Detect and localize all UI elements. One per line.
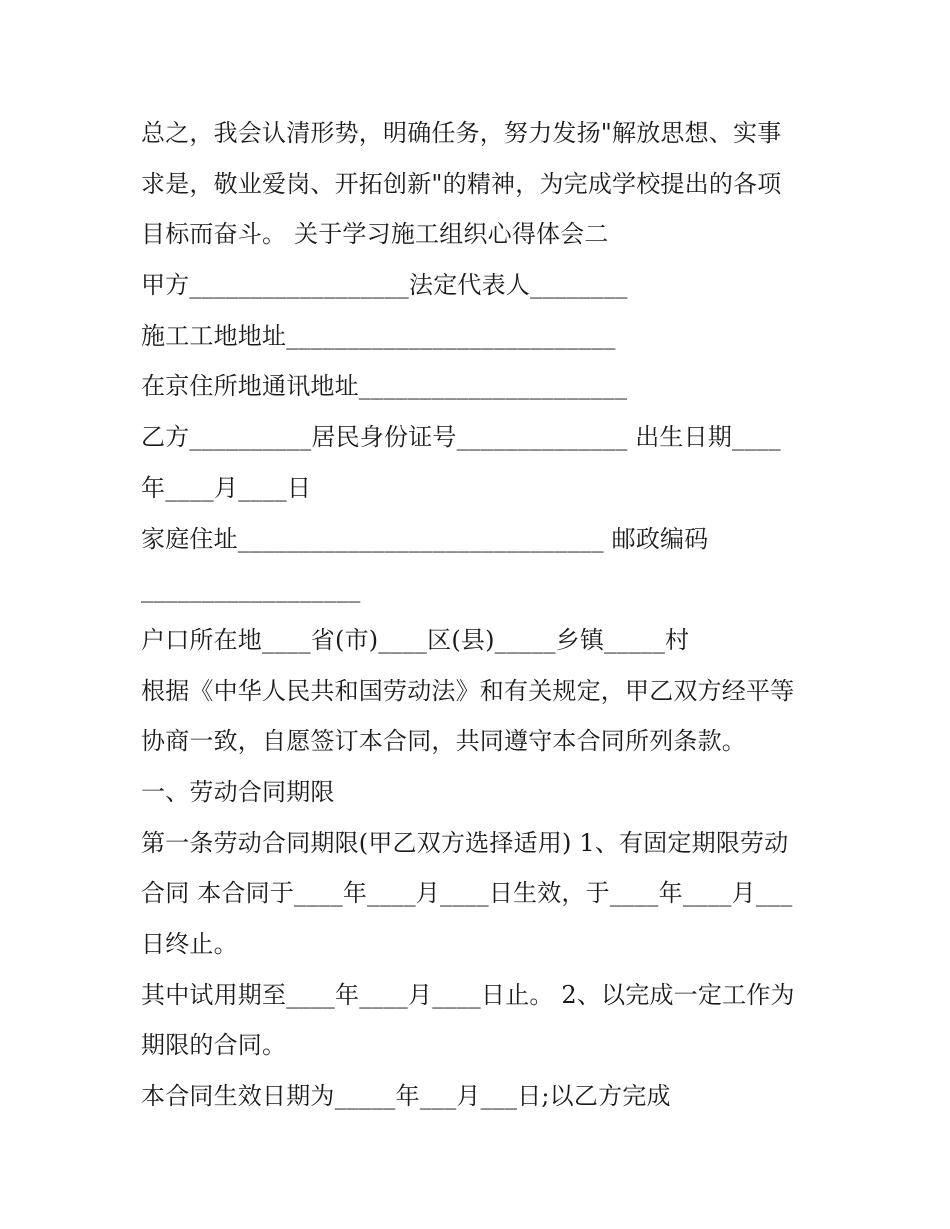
beijing-address-line: 在京住所地通讯地址______________________ — [141, 372, 628, 401]
paragraph-line: 第一条劳动合同期限(甲乙双方选择适用) 1、有固定期限劳动 — [141, 828, 789, 857]
section-heading: 一、劳动合同期限 — [141, 777, 335, 806]
home-address-line: 家庭住址______________________________ 邮政编码 — [141, 524, 709, 553]
paragraph-line: 协商一致，自愿签订本合同，共同遵守本合同所列条款。 — [141, 727, 746, 756]
birth-date-line: 年____月____日 — [141, 473, 312, 502]
site-address-line: 施工工地地址___________________________ — [141, 321, 616, 350]
paragraph-line: 合同 本合同于____年____月____日生效，于____年____月___ — [141, 879, 793, 908]
paragraph-line: 日终止。 — [141, 930, 238, 958]
paragraph-line: 根据《中华人民共和国劳动法》和有关规定，甲乙双方经平等 — [141, 676, 795, 705]
postal-code-blank: __________________ — [141, 575, 361, 604]
document-body — [141, 108, 831, 1122]
paragraph-line: 本合同生效日期为_____年___月___日;以乙方完成 — [141, 1082, 671, 1111]
paragraph-line: 目标而奋斗。 关于学习施工组织心得体会二 — [141, 220, 609, 249]
party-b-line: 乙方__________居民身份证号______________ 出生日期____ — [141, 423, 781, 452]
paragraph-line: 求是，敬业爱岗、开拓创新"的精神，为完成学校提出的各项 — [141, 169, 782, 198]
party-a-line: 甲方__________________法定代表人________ — [141, 271, 628, 300]
household-registration-line: 户口所在地____省(市)____区(县)_____乡镇_____村 — [141, 625, 690, 654]
paragraph-line: 期限的合同。 — [141, 1031, 287, 1060]
paragraph-line: 总之，我会认清形势，明确任务，努力发扬"解放思想、实事 — [141, 119, 782, 147]
paragraph-line: 其中试用期至____年____月____日止。 2、以完成一定工作为 — [141, 980, 795, 1009]
